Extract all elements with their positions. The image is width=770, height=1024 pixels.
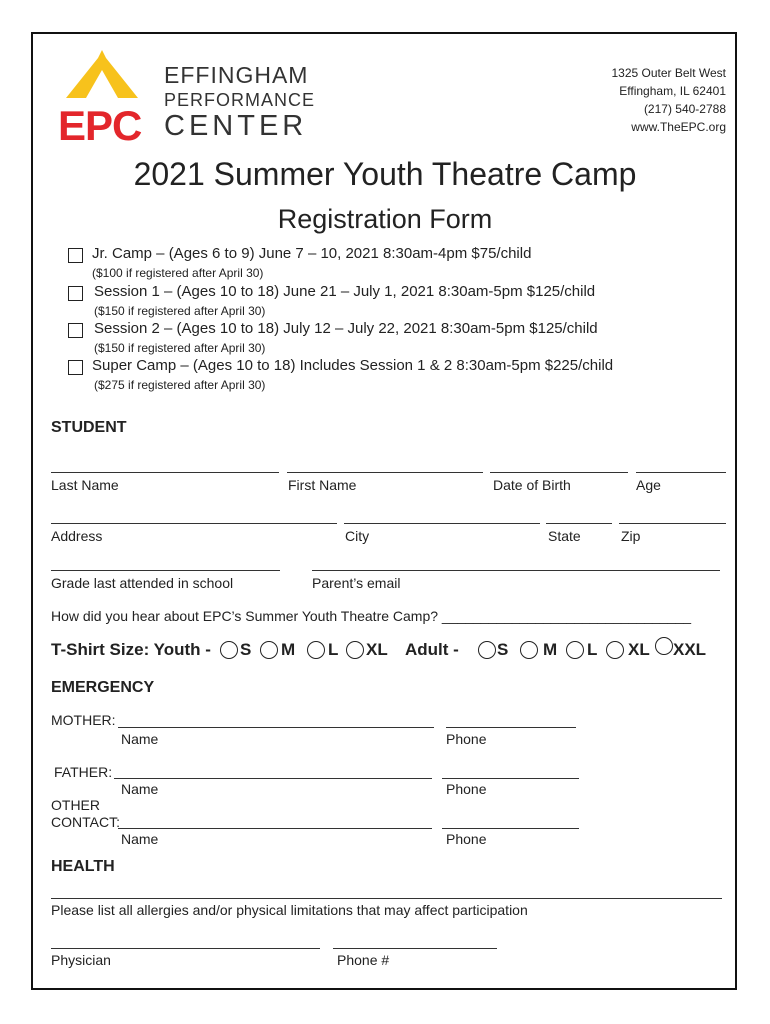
emergency-heading: EMERGENCY	[51, 679, 155, 696]
mother-name-field[interactable]	[118, 727, 434, 728]
age-field[interactable]	[636, 472, 726, 473]
age-label: Age	[636, 477, 661, 493]
adult-m-label: M	[543, 640, 558, 659]
address-field[interactable]	[51, 523, 337, 524]
allergies-label: Please list all allergies and/or physical limitations that may affect participation	[51, 902, 528, 918]
adult-label: Adult -	[405, 640, 459, 659]
grade-field[interactable]	[51, 570, 280, 571]
city-field[interactable]	[344, 523, 540, 524]
adult-xl-label: XL	[628, 640, 650, 659]
father-name-field[interactable]	[114, 778, 432, 779]
other-phone-field[interactable]	[442, 828, 579, 829]
physician-field[interactable]	[51, 948, 320, 949]
state-field[interactable]	[546, 523, 612, 524]
last-name-label: Last Name	[51, 477, 119, 493]
adult-l-radio[interactable]	[566, 641, 584, 659]
adult-xxl-radio[interactable]	[655, 637, 673, 655]
first-name-label: First Name	[288, 477, 357, 493]
option-session1-label: Session 1 – (Ages 10 to 18) June 21 – July 1, 2021 8:30am-5pm $125/child	[94, 283, 596, 300]
option-jr-label: Jr. Camp – (Ages 6 to 9) June 7 – 10, 2021 8:30am-4pm $75/child	[92, 245, 532, 262]
zip-label: Zip	[621, 528, 641, 544]
youth-xl-label: XL	[366, 640, 388, 659]
physician-phone-field[interactable]	[333, 948, 497, 949]
dob-label: Date of Birth	[493, 477, 571, 493]
logo-mark: EPC	[58, 102, 142, 149]
logo-line2: PERFORMANCE	[164, 90, 316, 110]
address-block	[611, 64, 726, 136]
allergies-field[interactable]	[51, 898, 722, 899]
option-session1-checkbox[interactable]	[68, 286, 83, 301]
tshirt-label: T-Shirt Size: Youth -	[51, 640, 211, 659]
grade-label: Grade last attended in school	[51, 575, 234, 591]
physician-phone-label: Phone #	[337, 952, 390, 968]
health-heading: HEALTH	[51, 858, 115, 875]
option-super-note: ($275 if registered after April 30)	[94, 378, 266, 392]
dob-field[interactable]	[490, 472, 628, 473]
youth-xl-radio[interactable]	[346, 641, 364, 659]
tent-icon	[58, 50, 158, 110]
adult-s-label: S	[497, 640, 509, 659]
other-phone-label: Phone	[446, 831, 487, 847]
youth-m-radio[interactable]	[260, 641, 278, 659]
father-phone-field[interactable]	[442, 778, 579, 779]
address-street: 1325 Outer Belt West	[611, 66, 726, 80]
state-label: State	[548, 528, 581, 544]
adult-m-radio[interactable]	[520, 641, 538, 659]
mother-label: MOTHER:	[51, 712, 116, 728]
youth-m-label: M	[281, 640, 296, 659]
last-name-field[interactable]	[51, 472, 279, 473]
logo-line1: EFFINGHAM	[164, 62, 309, 88]
first-name-field[interactable]	[287, 472, 483, 473]
address-city: Effingham, IL 62401	[619, 84, 726, 98]
page-subtitle: Registration Form	[277, 204, 493, 234]
address-label: Address	[51, 528, 103, 544]
parent-email-label: Parent’s email	[312, 575, 401, 591]
adult-xxl-label: XXL	[673, 640, 707, 659]
other-name-field[interactable]	[118, 828, 432, 829]
father-phone-label: Phone	[446, 781, 487, 797]
parent-email-field[interactable]	[312, 570, 720, 571]
youth-l-label: L	[328, 640, 339, 659]
city-label: City	[345, 528, 370, 544]
logo-line3: CENTER	[164, 110, 308, 142]
option-jr-checkbox[interactable]	[68, 248, 83, 263]
address-web: www.TheEPC.org	[631, 120, 726, 134]
page-title: 2021 Summer Youth Theatre Camp	[133, 156, 637, 192]
option-session2-label: Session 2 – (Ages 10 to 18) July 12 – July 22, 2021 8:30am-5pm $125/child	[94, 320, 598, 337]
option-session2-note: ($150 if registered after April 30)	[94, 341, 266, 355]
father-name-label: Name	[121, 781, 159, 797]
other-name-label: Name	[121, 831, 159, 847]
adult-l-label: L	[587, 640, 598, 659]
youth-s-label: S	[240, 640, 252, 659]
zip-field[interactable]	[619, 523, 726, 524]
youth-s-radio[interactable]	[220, 641, 238, 659]
option-super-checkbox[interactable]	[68, 360, 83, 375]
physician-label: Physician	[51, 952, 111, 968]
adult-xl-radio[interactable]	[606, 641, 624, 659]
student-heading: STUDENT	[51, 419, 127, 436]
adult-s-radio[interactable]	[478, 641, 496, 659]
youth-l-radio[interactable]	[307, 641, 325, 659]
mother-phone-field[interactable]	[446, 727, 576, 728]
mother-name-label: Name	[121, 731, 159, 747]
address-phone: (217) 540-2788	[643, 102, 726, 116]
option-session2-checkbox[interactable]	[68, 323, 83, 338]
father-label: FATHER:	[54, 764, 113, 780]
option-session1-note: ($150 if registered after April 30)	[94, 304, 266, 318]
other-label-line2: CONTACT:	[51, 814, 120, 830]
hear-about-question: How did you hear about EPC’s Summer Youth Theatre Camp? ________________________________	[51, 608, 692, 624]
option-jr-note: ($100 if registered after April 30)	[92, 266, 264, 280]
option-super-label: Super Camp – (Ages 10 to 18) Includes Session 1 & 2 8:30am-5pm $225/child	[92, 357, 614, 374]
other-label-line1: OTHER	[51, 797, 100, 813]
mother-phone-label: Phone	[446, 731, 487, 747]
